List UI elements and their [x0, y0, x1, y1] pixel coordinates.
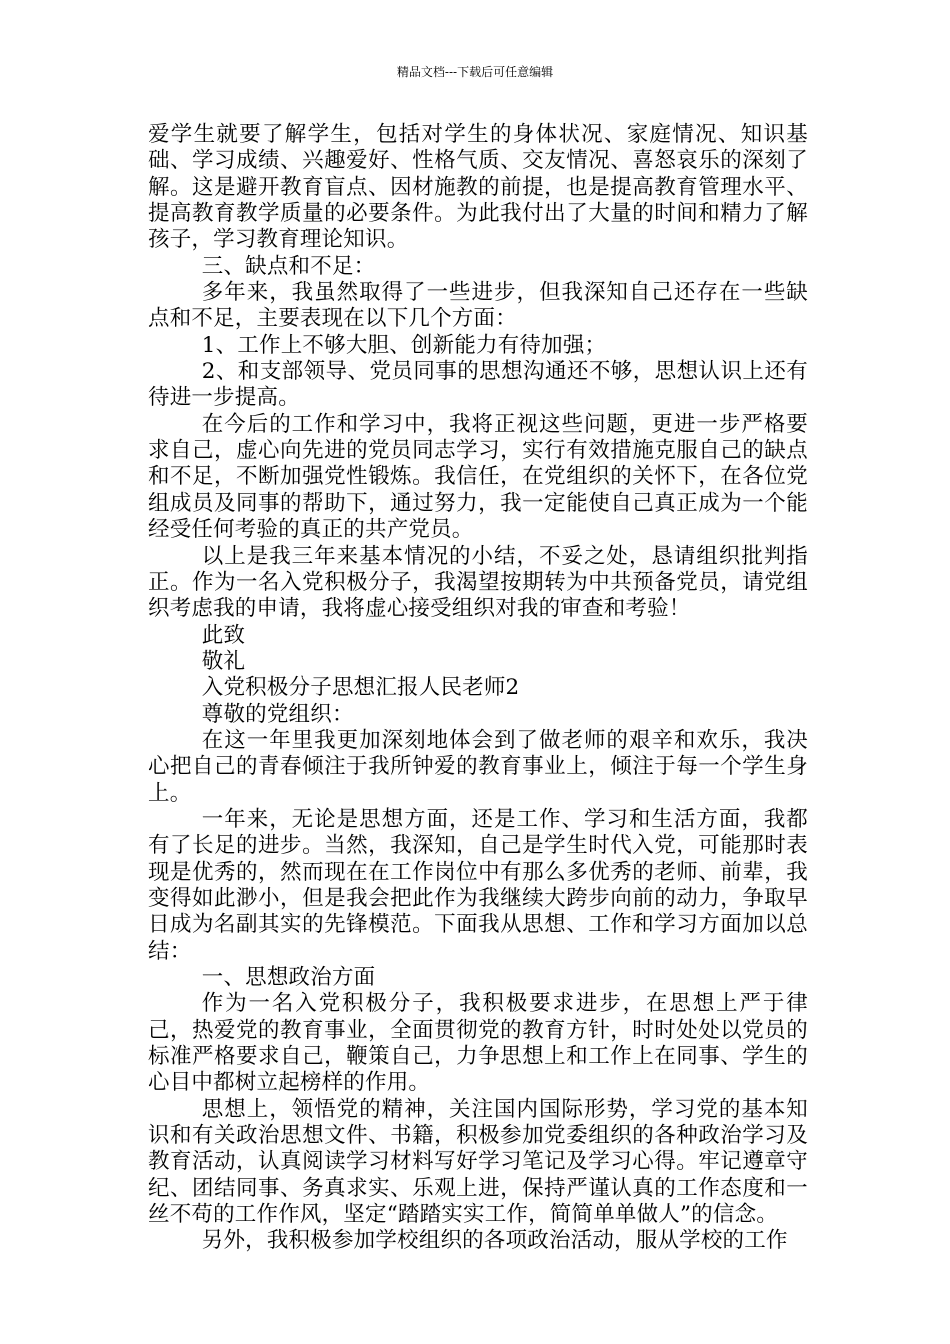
paragraph: 思想上，领悟党的精神，关注国内国际形势，学习党的基本知识和有关政治思想文件、书籍，积极参加党委组织的各种政治学习及教育活动，认真阅读学习材料写好学习笔记及学习心得。牢记遵章守纪、团结同事、务真求实、乐观上进，保持严谨认真的工作态度和一丝不苟的工作作风，坚定“踏踏实实工作，简简单单做人”的信念。	[148, 1096, 808, 1228]
page-header: 精品文档---下载后可任意编辑	[396, 65, 554, 79]
paragraph: 在这一年里我更加深刻地体会到了做老师的艰辛和欢乐，我决心把自己的青春倾注于我所钟爱的教育事业上，倾注于每一个学生身上。	[148, 727, 808, 806]
paragraph: 另外，我积极参加学校组织的各项政治活动，服从学校的工作	[201, 1228, 788, 1254]
paragraph: 一年来，无论是思想方面，还是工作、学习和生活方面，我都有了长足的进步。当然，我深知，自己是学生时代入党，可能那时表现是优秀的，然而现在在工作岗位中有那么多优秀的老师、前辈，我变得如此渺小，但是我会把此作为我继续大跨步向前的动力，争取早日成为名副其实的先锋模范。下面我从思想、工作和学习方面加以总结：	[148, 806, 808, 964]
section-heading: 一、思想政治方面	[201, 965, 376, 990]
paragraph: 多年来，我虽然取得了一些进步，但我深知自己还存在一些缺点和不足，主要表现在以下几个方面：	[148, 280, 808, 332]
salutation: 尊敬的党组织：	[201, 701, 354, 727]
list-item: 2、和支部领导、党员同事的思想沟通还不够，思想认识上还有待进一步提高。	[148, 359, 808, 411]
paragraph: 爱学生就要了解学生，包括对学生的身体状况、家庭情况、知识基础、学习成绩、兴趣爱好、性格气质、交友情况、喜怒哀乐的深刻了解。这是避开教育盲点、因材施教的前提，也是提高教育管理水平、提高教育教学质量的必要条件。为此我付出了大量的时间和精力了解孩子，学习教育理论知识。	[148, 122, 808, 253]
closing-line: 此致	[201, 622, 246, 648]
document-title: 入党积极分子思想汇报人民老师2	[201, 675, 520, 701]
paragraph: 以上是我三年来基本情况的小结，不妥之处，恳请组织批判指正。作为一名入党积极分子，我渴望按期转为中共预备党员，请党组织考虑我的申请，我将虚心接受组织对我的审查和考验！	[148, 543, 808, 622]
list-item: 1、工作上不够大胆、创新能力有待加强；	[201, 332, 607, 358]
closing-line: 敬礼	[201, 648, 246, 674]
paragraph: 在今后的工作和学习中，我将正视这些问题，更进一步严格要求自己，虚心向先进的党员同志学习，实行有效措施克服自己的缺点和不足，不断加强党性锻炼。我信任，在党组织的关怀下，在各位党组成员及同事的帮助下，通过努力，我一定能使自己真正成为一个能经受任何考验的真正的共产党员。	[148, 411, 808, 543]
document-body	[148, 122, 808, 1255]
paragraph: 作为一名入党积极分子，我积极要求进步，在思想上严于律己，热爱党的教育事业，全面贯彻党的教育方针，时时处处以党员的标准严格要求自己，鞭策自己，力争思想上和工作上在同事、学生的心目中都树立起榜样的作用。	[148, 991, 808, 1096]
section-heading: 三、缺点和不足：	[201, 253, 376, 279]
